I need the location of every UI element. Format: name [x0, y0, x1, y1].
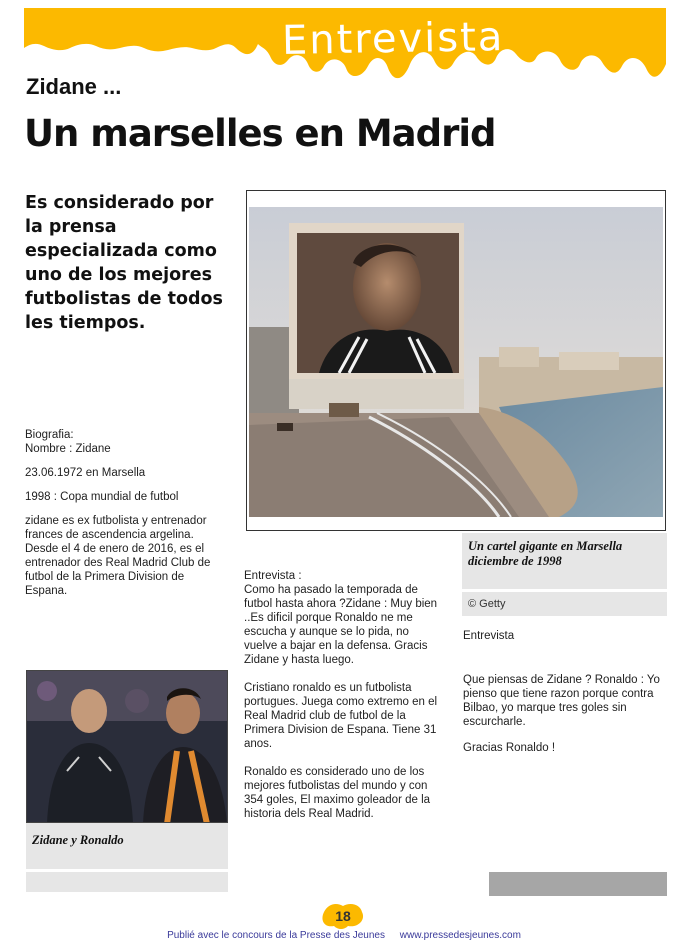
right-thanks: Gracias Ronaldo !: [463, 742, 556, 754]
page-number-badge: [318, 900, 368, 930]
small-photo-caption: Zidane y Ronaldo: [32, 833, 124, 847]
photo-credit: © Getty: [462, 592, 667, 616]
interview-block: [244, 569, 444, 835]
lead-text: Es considerado por la prensa especializada como uno de los mejores futbolistas de todos les tiempos.: [25, 193, 223, 333]
bio-text: zidane es ex futbolista y entrenador frances de ascendencia argelina. Desde el 4 de enero de 2016, es el entrenador des Real Madrid Club de futbol de la Primera Division de Espana.: [25, 515, 211, 597]
right-interview-qa: Que piensas de Zidane ? Ronaldo : Yo pienso que tiene razon porque contra Bilbao, yo marque tres goles sin escurcharle.: [463, 674, 660, 728]
zidane-ronaldo-image: [27, 671, 228, 823]
grey-bar-right: [489, 872, 667, 896]
headline: Un marselles en Madrid: [24, 112, 496, 155]
bio-award: 1998 : Copa mundial de futbol: [25, 491, 179, 503]
small-photo-caption-box: [26, 823, 228, 869]
footer: [0, 930, 688, 941]
main-photo: [246, 190, 666, 531]
banner-title: Entrevista: [281, 14, 505, 64]
ronaldo-bio: Cristiano ronaldo es un futbolista portugues. Juega como extremo en el Real Madrid club de futbol de la Primera Division de Espana. Tiene 31 anos.: [244, 682, 438, 750]
zidane-ronaldo-photo: [26, 670, 228, 823]
right-column: [463, 629, 673, 785]
main-photo-caption: Un cartel gigante en Marsella diciembre de 1998: [468, 539, 623, 568]
interview-qa: Como ha pasado la temporada de futbol hasta ahora ?Zidane : Muy bien ..Es dificil porque Ronaldo ne me escucha y aunque se lo pida, no vuelve a bajar en la defensa. Gracis Zidane y hasta luego.: [244, 584, 438, 666]
ronaldo-record: Ronaldo es considerado uno de los mejores futbolistas del mundo y con 354 goles, El maximo goleador de la historia dels Real Madrid.: [244, 766, 431, 820]
bio-heading: Biografia:: [25, 429, 74, 441]
kicker: Zidane ...: [26, 74, 122, 99]
main-photo-caption-box: [462, 533, 667, 589]
right-interview-label: Entrevista: [463, 630, 515, 642]
footer-publisher: Publié avec le concours de la Presse des Jeunes: [167, 930, 385, 941]
bio-name: Nombre : Zidane: [25, 443, 111, 455]
footer-url[interactable]: www.pressedesjeunes.com: [399, 930, 521, 941]
page-number: 18: [335, 908, 351, 924]
interview-label: Entrevista :: [244, 570, 302, 582]
bio-birth: 23.06.1972 en Marsella: [25, 467, 146, 479]
grey-bar-left: [26, 872, 228, 892]
marseille-mural-image: [249, 207, 663, 517]
biography-block: [25, 428, 225, 608]
